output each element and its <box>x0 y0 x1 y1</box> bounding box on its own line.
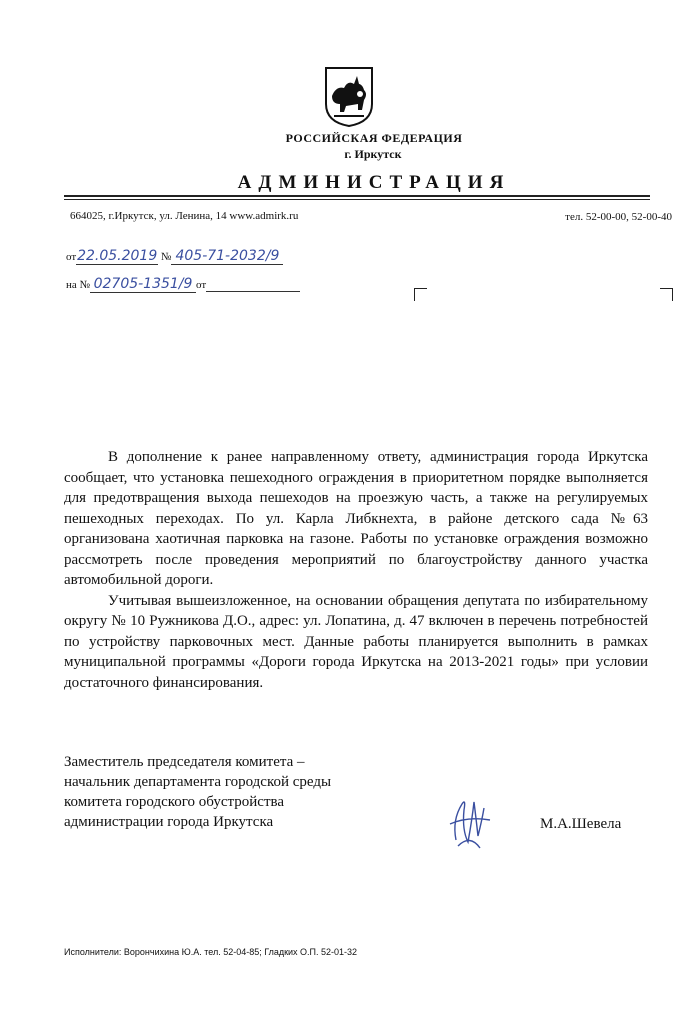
outgoing-date: 22.05.2019 <box>77 248 158 264</box>
reply-label: на № <box>66 279 91 291</box>
outgoing-number: 405-71-2032/9 <box>175 248 280 264</box>
header-rule <box>64 195 650 197</box>
executors-note: Исполнители: Ворончихина Ю.А. тел. 52-04-85; Гладких О.П. 52-01-32 <box>64 947 358 957</box>
address-corner-left <box>414 288 427 301</box>
address-corner-right <box>660 288 673 301</box>
country-name: РОССИЙСКАЯ ФЕДЕРАЦИЯ <box>285 131 463 145</box>
body-paragraph-1: В дополнение к ранее направленному ответу, администрация города Иркутска сообщает, что установка пешеходного ограждения в приоритетном порядке выполняется для предотвращения выхода пешеходов на проезжую часть, а также на регулируемых пешеходных переходах. По ул. Карла Либкнехта, в районе детского сада №63 организована хаотичная парковка на газоне. Работы по установке ограждения возможно рассмотреть после проведения мероприятий по благоустройству данного участка автомобильной дороги. <box>64 449 648 588</box>
position-line-4: администрации города Иркутска <box>64 814 274 830</box>
number-label: № <box>160 251 172 263</box>
reply-number: 02705-1351/9 <box>93 276 193 292</box>
position-line-3: комитета городского обустройства <box>64 794 285 810</box>
signatory-position <box>64 752 331 832</box>
reply-registration <box>66 276 300 293</box>
outgoing-registration <box>66 248 283 265</box>
position-line-1: Заместитель председателя комитета – <box>64 754 305 770</box>
city-name: г. Иркутск <box>344 147 402 161</box>
phone-numbers: тел. 52-00-00, 52-00-40 <box>565 211 672 223</box>
header-rule-thin <box>64 199 650 200</box>
reply-from-label: от <box>196 279 207 291</box>
coat-of-arms-icon <box>324 66 374 128</box>
letter-body <box>64 447 648 693</box>
body-paragraph-2: Учитывая вышеизложенное, на основании обращения депутата по избирательному округу № 10 Ружникова Д.О., адрес: ул. Лопатина, д. 47 включен в перечень потребностей по устройству парковочных мест. Данные работы планируется выполнить в рамках муниципальной программы «Дороги города Иркутска на 2013-2021 годы» при условии достаточного финансирования. <box>64 592 648 691</box>
address: 664025, г.Иркутск, ул. Ленина, 14 www.admirk.ru <box>70 210 299 222</box>
position-line-2: начальник департамента городской среды <box>64 774 332 790</box>
handwritten-signature-icon <box>444 790 494 850</box>
from-label: от <box>66 251 77 263</box>
organization-title: АДМИНИСТРАЦИЯ <box>237 172 511 193</box>
signer-name: М.А.Шевела <box>540 816 622 832</box>
